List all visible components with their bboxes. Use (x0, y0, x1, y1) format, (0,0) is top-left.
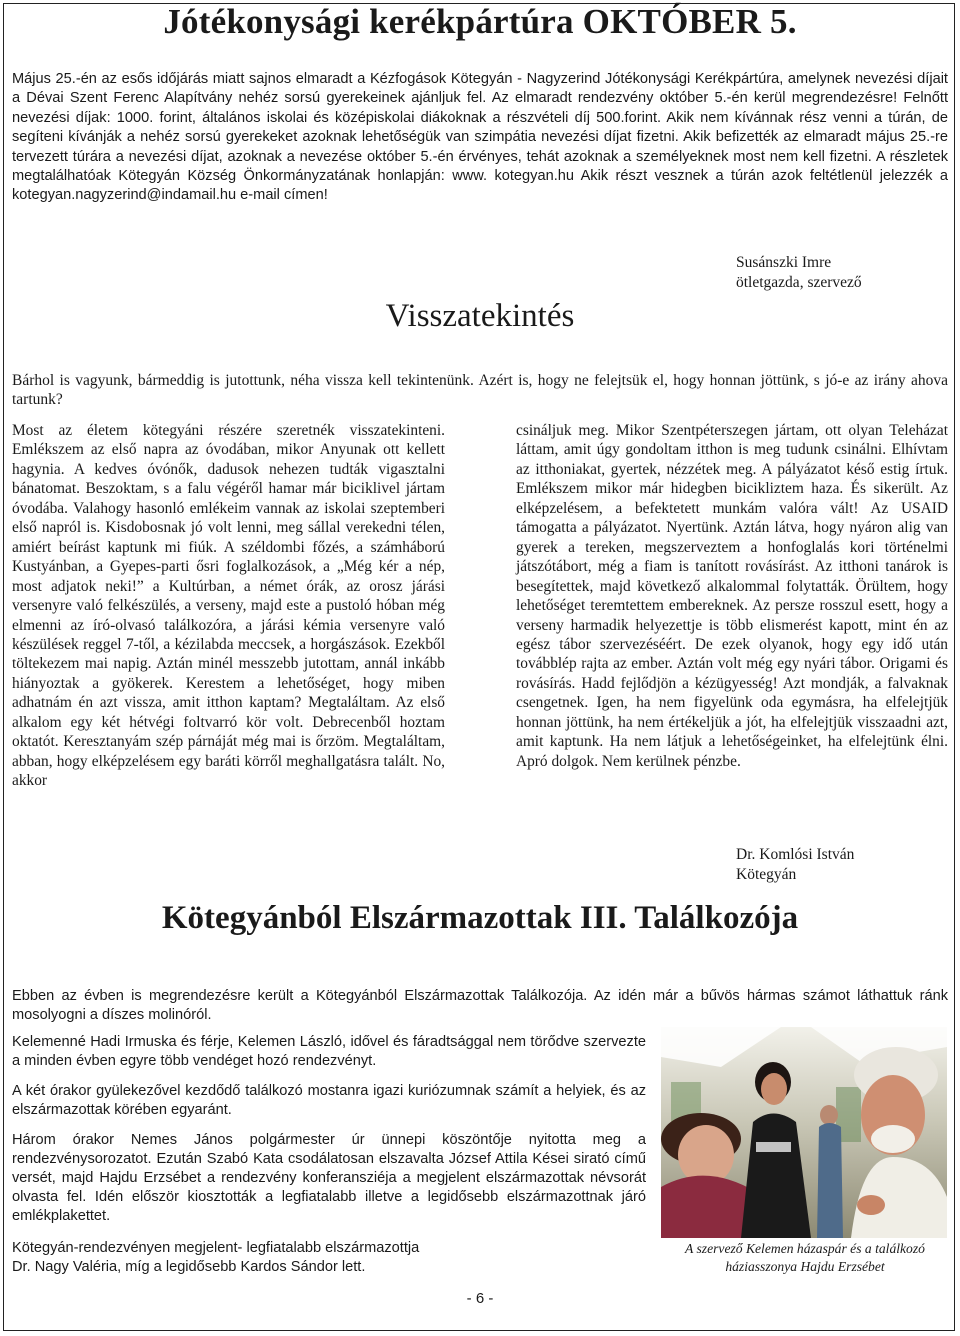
paragraph-5-line-2: Dr. Nagy Valéria, míg a legidősebb Kardos Sándor lett. (12, 1259, 366, 1275)
author-role: ötletgazda, szervező (736, 274, 862, 291)
article-title-elszarmazottak: Kötegyánból Elszármazottak III. Találkozója (161, 900, 799, 936)
elszarmazottak-paragraph-3: A két órakor gyülekezővel kezdődő találkozó mostanra igazi kuriózumnak számít a helyiek, és az elszármazottak körében egyaránt. (12, 1083, 646, 1118)
article-title-visszatekintes: Visszatekintés (385, 298, 575, 334)
visszatekintes-column-left: Most az életem kötegyáni részére szeretnék visszatekinteni. Emlékszem az első napra az óvodában, mikor Anyunak ott kellett hagynia. A kedves óvónők, dadusok nehezen tudták vigasztalni bánatomat. Beszoktam, s a falu végéről hamar már biciklivel jártam óvodába. Valahogy hasonló emlékeim vannak az iskolai szeptemberi első napról is. Kisdobosnak jó volt lenni, meg sállal verekedni télen, amiért beírást kaptunk mi fiúk. A széldombi főzés, a számháború Kustyánban, a Gyepes-parti ősri foglalkozások, a „Még kér a nép, most adjatok neki!” a Kultúrban, a német órák, az orosz járási versenyre való felkészülés, a verseny, majd este a pustoló hóban még elmenni az író-olvasó találkozóra, a járási kémia versenyre való készülések reggel 7-től, a kézilabda meccsek, a horgászások. Ezekből töltekezem mai napig. Aztán minél messzebb jutottam, annál inkább hiányoztak a gyökerek. Kerestem a lehetőséget, hogy miben adhatnám én azt vissza, amit itthon kaptam? Megtaláltam. Az első alkalom egy két hétvégi foltvarró kör volt. Debrecenből hoztam oktatót. Keresztanyám szép párnáját még mai is őrzöm. Megtaláltam, abban, hogy elképzelésem egy baráti körről meghallgatásra talált. No, akkor (12, 422, 445, 790)
page-number: - 6 - (466, 1290, 494, 1307)
visszatekintes-intro: Bárhol is vagyunk, bármeddig is jutottunk, néha vissza kell tekintenünk. Azért is, hogy ne felejtsük el, hogy honnan jöttünk, s jó-e az irány ahova tartunk? (12, 372, 948, 408)
photo-caption (656, 1240, 954, 1276)
article-title-bike-tour: Jótékonysági kerékpártúra OKTÓBER 5. (163, 2, 797, 41)
event-photo-illustration (661, 1027, 947, 1238)
author-name: Dr. Komlósi István (736, 846, 855, 863)
visszatekintes-author (736, 845, 854, 885)
paragraph-5-line-1: Kötegyán-rendezvényen megjelent- legfiatalabb elszármazottja (12, 1240, 420, 1256)
elszarmazottak-paragraph-1: Ebben az évben is megrendezésre került a Kötegyánból Elszármazottak Találkozója. Az idén már a bűvös hármas számot láthattuk ránk mosolyogni a díszes molinóról. (12, 988, 948, 1023)
elszarmazottak-paragraph-5 (12, 1239, 646, 1277)
bike-tour-body: Május 25.-én az esős időjárás miatt sajnos elmaradt a Kézfogások Kötegyán - Nagyzerind Jótékonysági Kerékpártúra, amelynek nevezési díjait a Dévai Szent Ferenc Alapítvány nehéz sorsú gyerekeinek ajánljuk fel. Az elmaradt rendezvény október 5.-én kerül megrendezésre! Felnőtt nevezési díjak: 1000. forint, általános iskolai és középiskolai diákoknak a részvételi díj 500.forint. Akik nem kívánnak rész venni a túrán, de segíteni kívánják a nehéz sorsú gyerekeket azoknak lehetőségük van szimpátia nevezési díjat fizetni. Akik befizették az elmaradt május 25.-re tervezett túrára a nevezési díjat, azoknak a nevezése október 5.-én érvényes, tehát azoknak a személyeknek most nem kell fizetni. A részletek megtalálhatóak Kötegyán Község Önkormányzatának honlapján: www. kotegyan.hu Akik részt vesznek a túrán azok feltétlenül jelezzék a kotegyan.nagyzerind@indamail.hu e-mail címen! (12, 71, 948, 204)
bike-tour-author (736, 253, 862, 293)
event-photo (661, 1027, 947, 1238)
elszarmazottak-paragraph-2: Kelemenné Hadi Irmuska és férje, Kelemen László, idővel és fáradtsággal nem törődve szervezte a minden évben egyre több vendéget hozó rendezvényt. (12, 1034, 646, 1069)
author-place: Kötegyán (736, 866, 797, 883)
caption-line-2: háziasszonya Hajdu Erzsébet (725, 1259, 885, 1274)
author-name: Susánszki Imre (736, 254, 832, 271)
visszatekintes-column-right: csináljuk meg. Mikor Szentpéterszegen jártam, ott olyan Teleházat láttam, amit úgy gondoltam itthon is meg tudunk csinálni. Elhívtam az itthoniakat, gyertek, nézzétek meg. A pályázatot késő estig írtuk. Emlékszem mikor már hidegben bicikliztem haza. És sikerült. Az elképzelésem, a befektetett munkám valóra vált! Az USAID támogatta a pályázatot. Nyertünk. Aztán látva, hogy nyáron alig van gyerek a tereken, megszerveztem a honfoglalás kori történelmi játszótábort, még a fiam is tanított rovásírást. Az itthoni tanárok is besegítettek, majd következő alkalommal folytatták. Örültem, hogy lehetőséget teremtettem embereknek. Az persze rosszul esett, hogy a verseny harmadik helyezettje is több elismerést kapott, mint én az egész tábor szervezéséért. De ezek olyanok, hogy egy idő után továbblép rajta az ember. Aztán volt még egy nyári tábor. Origami és rovásírás. Hadd fejlődjön a kézügyesség! Azt mondják, a falvaknak csengetnek. Igen, ha nem figyelünk oda egymásra, ha elfelejtjük honnan jöttünk, ha nem értékeljük a jót, ha elfelejtjük visszaadni azt, amit kaptunk. Ha nem látjuk a lehetőségeinket, ha elfelejtünk élni. Apró dolgok. Nem kerülnek pénzbe. (516, 422, 948, 770)
caption-line-1: A szervező Kelemen házaspár és a találkozó (685, 1241, 925, 1256)
elszarmazottak-paragraph-4: Három órakor Nemes János polgármester úr ünnepi köszöntője nyitotta meg a rendezvénysorozatot. Ezután Szabó Kata csodálatosan elszavalta József Attila Kései sirató című versét, majd Hajdu Erzsébet a rendezvény konferansziéja a megjelent elszármazottak névsorát olvasta fel. Idén először kiosztották a legfiatalabb illetve a legidősebb elszármazottnak járó emlékplakettet. (12, 1132, 646, 1224)
